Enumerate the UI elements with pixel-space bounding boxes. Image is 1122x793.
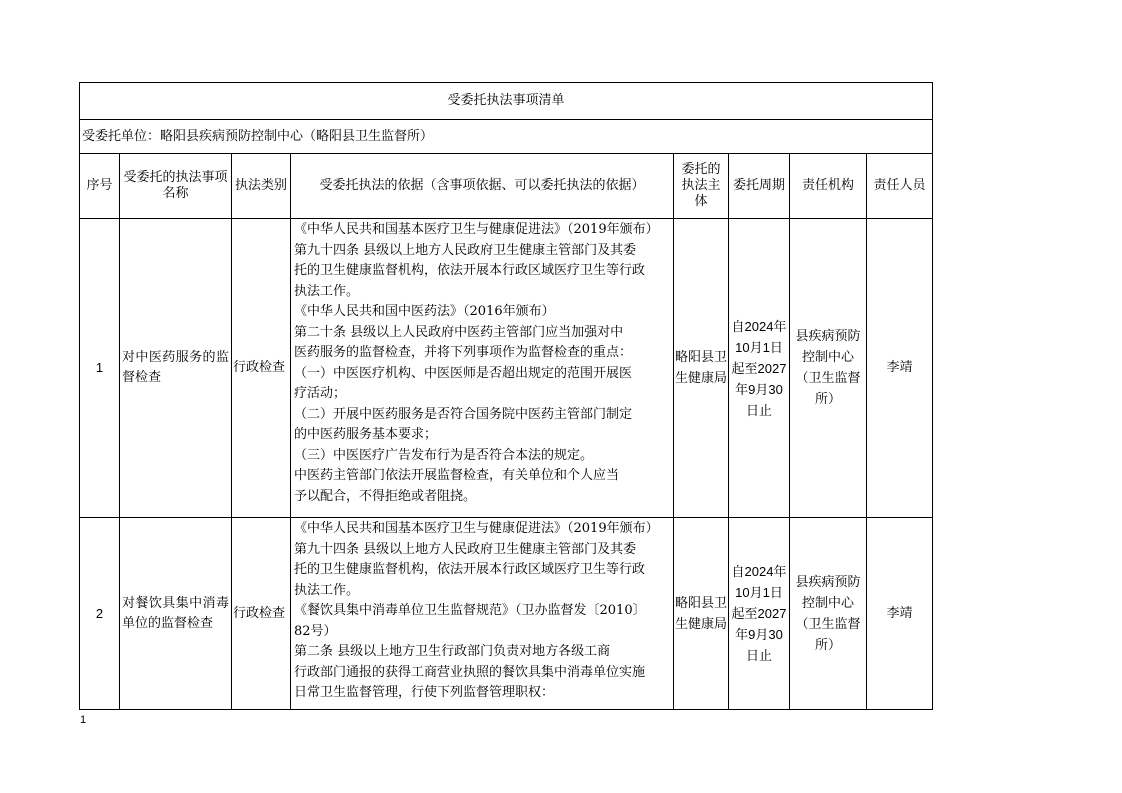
row-agency: 县疾病预防控制中心（卫生监督所） [790, 518, 867, 710]
row-period: 自2024年10月1日起至2027年9月30日止 [729, 518, 790, 710]
header-basis: 受委托执法的依据（含事项依据、可以委托执法的依据） [291, 154, 674, 219]
basis-line: 《中华人民共和国基本医疗卫生与健康促进法》（2019年颁布） [294, 521, 659, 536]
row-agency: 县疾病预防控制中心（卫生监督所） [790, 219, 867, 518]
basis-line: （二）开展中医药服务是否符合国务院中医药主管部门制定 [294, 406, 633, 422]
delegated-unit-line: 受委托单位：略阳县疾病预防控制中心（略阳县卫生监督所） [80, 120, 933, 154]
header-person: 责任人员 [867, 154, 933, 219]
row-basis [291, 518, 674, 710]
basis-line: 托的卫生健康监督机构，依法开展本行政区域医疗卫生等行政 [294, 562, 646, 577]
basis-line: 82号） [294, 623, 337, 639]
basis-line: 执法工作。 [294, 582, 360, 598]
row-category: 行政检查 [232, 518, 291, 710]
basis-line: （一）中医医疗机构、中医医师是否超出规定的范围开展医 [294, 365, 633, 381]
basis-line: 日常卫生监督管理，行使下列监督管理职权： [294, 685, 555, 700]
basis-line: 第九十四条 县级以上地方人民政府卫生健康主管部门及其委 [294, 541, 637, 557]
basis-line: 第二条 县级以上地方卫生行政部门负责对地方各级工商 [294, 644, 611, 659]
row-basis [291, 219, 674, 518]
header-agency: 责任机构 [790, 154, 867, 219]
basis-line: 执法工作。 [294, 283, 360, 299]
row-item-name: 对餐饮具集中消毒单位的监督检查 [120, 518, 232, 710]
row-principal: 略阳县卫生健康局 [674, 518, 729, 710]
row-person: 李靖 [867, 518, 933, 710]
basis-line: 第九十四条 县级以上地方人民政府卫生健康主管部门及其委 [294, 242, 637, 258]
basis-line: 医药服务的监督检查，并将下列事项作为监督检查的重点： [294, 345, 633, 360]
row-period: 自2024年10月1日起至2027年9月30日止 [729, 219, 790, 518]
basis-line: 予以配合，不得拒绝或者阻挠。 [294, 488, 477, 504]
page-number: 1 [80, 714, 87, 726]
header-category: 执法类别 [232, 154, 291, 219]
basis-line: 行政部门通报的获得工商营业执照的餐饮具集中消毒单位实施 [294, 664, 646, 680]
row-principal: 略阳县卫生健康局 [674, 219, 729, 518]
document-title: 受委托执法事项清单 [80, 83, 933, 120]
basis-line: 托的卫生健康监督机构，依法开展本行政区域医疗卫生等行政 [294, 263, 646, 278]
basis-line: 《中华人民共和国中医药法》（2016年颁布） [294, 304, 555, 319]
header-principal: 委托的执法主体 [674, 154, 729, 219]
basis-line: 中医药主管部门依法开展监督检查，有关单位和个人应当 [294, 468, 620, 483]
table-row [80, 219, 933, 518]
basis-line: 第二十条 县级以上人民政府中医药主管部门应当加强对中 [294, 324, 624, 340]
basis-line: 《餐饮具集中消毒单位卫生监督规范》（卫办监督发〔2010〕 [294, 603, 646, 618]
delegation-table [79, 82, 933, 710]
row-person: 李靖 [867, 219, 933, 518]
header-item-name: 受委托的执法事项名称 [120, 154, 232, 219]
basis-line: 《中华人民共和国基本医疗卫生与健康促进法》（2019年颁布） [294, 222, 659, 237]
row-seq: 1 [80, 219, 120, 518]
row-category: 行政检查 [232, 219, 291, 518]
basis-line: 的中医药服务基本要求； [294, 427, 438, 442]
header-seq: 序号 [80, 154, 120, 219]
table-header-row [80, 154, 933, 219]
table-row [80, 518, 933, 710]
basis-line: 疗活动； [294, 386, 347, 401]
row-seq: 2 [80, 518, 120, 710]
basis-line: （三）中医医疗广告发布行为是否符合本法的规定。 [294, 447, 594, 463]
row-item-name: 对中医药服务的监督检查 [120, 219, 232, 518]
header-period: 委托周期 [729, 154, 790, 219]
